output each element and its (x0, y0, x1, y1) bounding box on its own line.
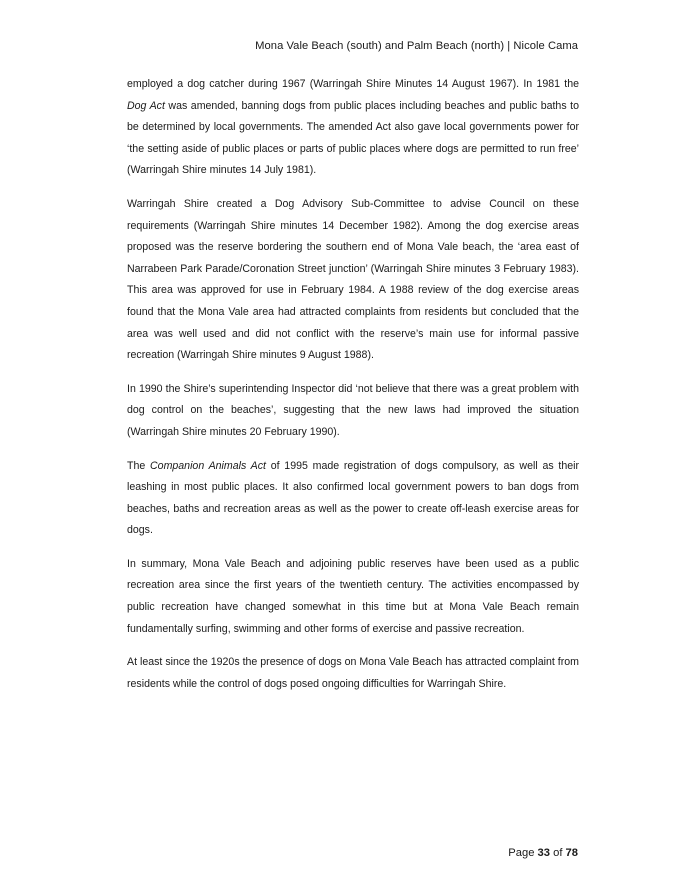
dog-act-title: Dog Act (127, 99, 165, 112)
paragraph-1990-inspector: In 1990 the Shire’s superintending Inspector did ‘not believe that there was a great problem with dog control on the beaches’, suggesting that the new laws had improved the situation (Warringah Shire minutes 20 February 1990). (127, 382, 579, 438)
page-number: Page 33 of 78 (508, 847, 578, 859)
paragraph-summary: In summary, Mona Vale Beach and adjoining public reserves have been used as a public recreation area since the first years of the twentieth century. The activities encompassed by public recreation have changed somewhat in this time but at Mona Vale Beach remain fundamentally surfing, swimming and other forms of exercise and passive recreation. (127, 557, 579, 635)
page-body (127, 74, 579, 707)
paragraph-companion-animals-act: The Companion Animals Act of 1995 made registration of dogs compulsory, as well as their leashing in most public places. It also confirmed local government powers to ban dogs from beaches, baths and recreation areas as well as the power to create off-leash exercise areas for dogs. (127, 459, 580, 537)
running-header: Mona Vale Beach (south) and Palm Beach (north) | Nicole Cama (255, 40, 578, 52)
current-page: 33 (537, 847, 550, 859)
companion-animals-act-title: Companion Animals Act (150, 459, 266, 472)
paragraph-dog-act: employed a dog catcher during 1967 (Warringah Shire Minutes 14 August 1967). In 1981 the Dog Act was amended, banning dogs from public places including beaches and public baths to be determined by local governments. The amended Act also gave local governments power for ‘the setting aside of public places or parts of public places where dogs are permitted to run free’ (Warringah Shire minutes 14 July 1981). (127, 78, 579, 177)
total-pages: 78 (565, 847, 578, 859)
paragraph-advisory-committee: Warringah Shire created a Dog Advisory Sub-Committee to advise Council on these requirements (Warringah Shire minutes 14 December 1982). Among the dog exercise areas proposed was the reserve bordering the southern end of Mona Vale beach, the ‘area east of Narrabeen Park Parade/Coronation Street junction’ (Warringah Shire minutes 3 February 1983). This area was approved for use in February 1984. A 1988 review of the dog exercise areas found that the Mona Vale area had attracted complaints from residents but concluded that the area was well used and did not conflict with the reserve’s main use for informal passive recreation (Warringah Shire minutes 9 August 1988). (127, 197, 579, 362)
paragraph-conclusion: At least since the 1920s the presence of dogs on Mona Vale Beach has attracted complaint from residents while the control of dogs posed ongoing difficulties for Warringah Shire. (127, 656, 579, 690)
